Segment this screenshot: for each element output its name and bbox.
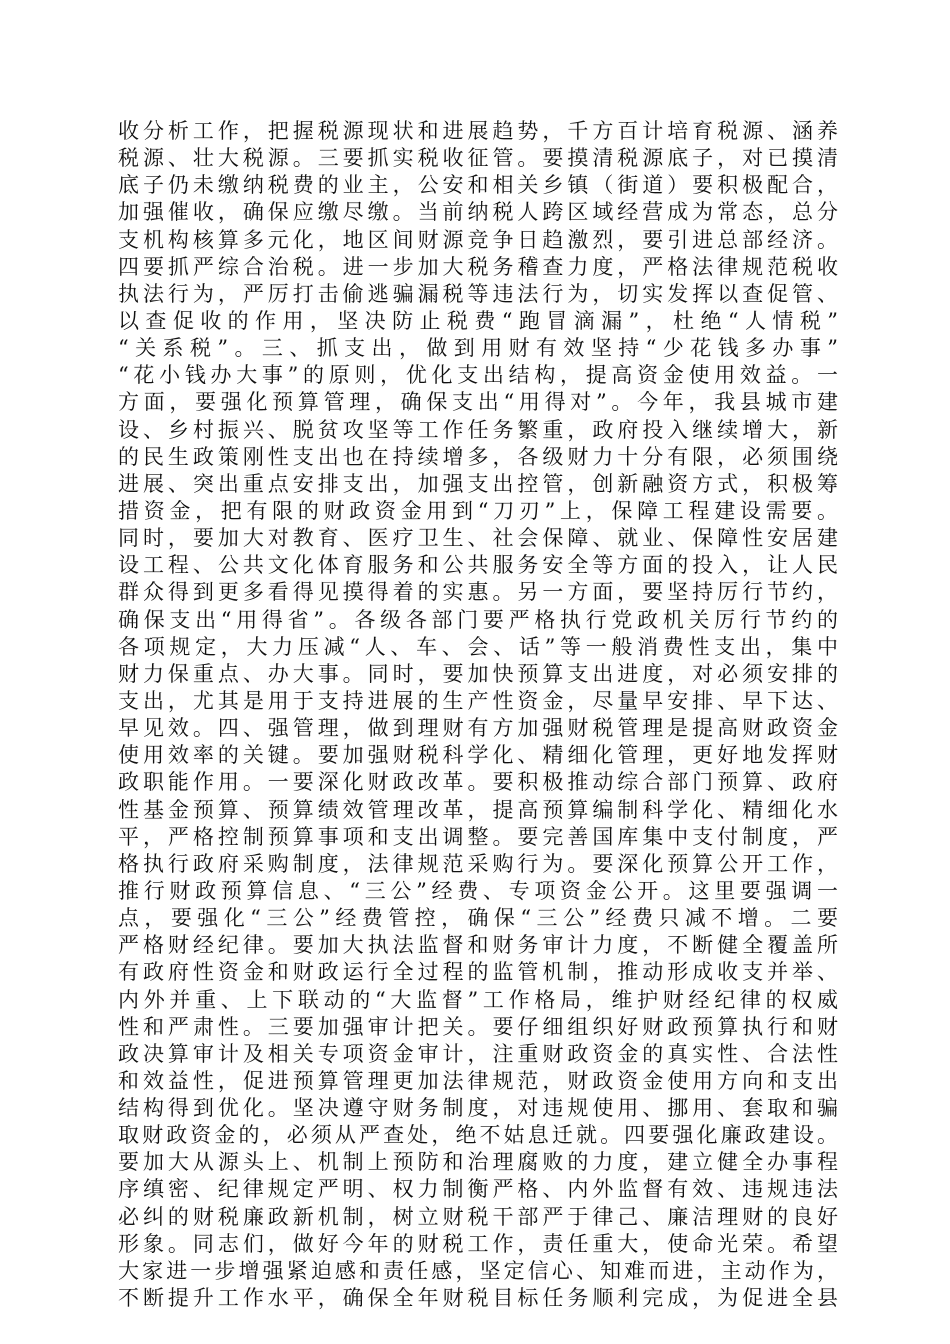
text-line: 确保支出“用得省”。各级各部门要严格执行党政机关厉行节约的 bbox=[118, 607, 838, 632]
text-line: 同时，要加大对教育、医疗卫生、社会保障、就业、保障性安居建 bbox=[118, 526, 838, 551]
text-line: 底子仍未缴纳税费的业主，公安和相关乡镇（街道）要积极配合， bbox=[118, 173, 838, 198]
text-line: 支出，尤其是用于支持进展的生产性资金，尽量早安排、早下达、 bbox=[118, 688, 838, 713]
text-line: 早见效。四、强管理，做到理财有方加强财税管理是提高财政资金 bbox=[118, 716, 838, 741]
text-line: 形象。同志们，做好今年的财税工作，责任重大，使命光荣。希望 bbox=[118, 1231, 838, 1256]
text-line: 和效益性，促进预算管理更加法律规范，财政资金使用方向和支出 bbox=[118, 1068, 838, 1093]
text-line: 结构得到优化。坚决遵守财务制度，对违规使用、挪用、套取和骗 bbox=[118, 1096, 838, 1121]
text-line: 以查促收的作用，坚决防止税费“跑冒滴漏”，杜绝“人情税” bbox=[118, 308, 838, 333]
text-line: 措资金，把有限的财政资金用到“刀刃”上，保障工程建设需要。 bbox=[118, 498, 838, 523]
text-line: 各项规定，大力压减“人、车、会、话”等一般消费性支出，集中 bbox=[118, 634, 838, 659]
text-line: 支机构核算多元化，地区间财源竞争日趋激烈，要引进总部经济。 bbox=[118, 227, 838, 252]
text-line: “花小钱办大事”的原则，优化支出结构，提高资金使用效益。一 bbox=[118, 363, 838, 388]
text-line: 性基金预算、预算绩效管理改革，提高预算编制科学化、精细化水 bbox=[118, 797, 838, 822]
text-line: 政决算审计及相关专项资金审计，注重财政资金的真实性、合法性 bbox=[118, 1041, 838, 1066]
text-line: 群众得到更多看得见摸得着的实惠。另一方面，要坚持厉行节约， bbox=[118, 580, 838, 605]
text-line: 四要抓严综合治税。进一步加大税务稽查力度，严格法律规范税收 bbox=[118, 254, 838, 279]
text-line: 推行财政预算信息、“三公”经费、专项资金公开。这里要强调一 bbox=[118, 878, 838, 903]
text-line: 方面，要强化预算管理，确保支出“用得对”。今年，我县城市建 bbox=[118, 390, 838, 415]
text-line: “关系税”。三、抓支出，做到用财有效坚持“少花钱多办事” bbox=[118, 336, 838, 361]
text-line: 的民生政策刚性支出也在持续增多，各级财力十分有限，必须围绕 bbox=[118, 444, 838, 469]
text-line: 政职能作用。一要深化财政改革。要积极推动综合部门预算、政府 bbox=[118, 770, 838, 795]
text-line: 税源、壮大税源。三要抓实税收征管。要摸清税源底子，对已摸清 bbox=[118, 146, 838, 171]
text-line: 收分析工作，把握税源现状和进展趋势，千方百计培育税源、涵养 bbox=[118, 119, 838, 143]
text-line: 使用效率的关键。要加强财税科学化、精细化管理，更好地发挥财 bbox=[118, 743, 838, 768]
text-line: 不断提升工作水平，确保全年财税目标任务顺利完成，为促进全县 bbox=[118, 1286, 838, 1311]
body-text bbox=[118, 118, 838, 1312]
text-line: 执法行为，严厉打击偷逃骗漏税等违法行为，切实发挥以查促管、 bbox=[118, 281, 838, 306]
text-line: 取财政资金的，必须从严查处，绝不姑息迁就。四要强化廉政建设。 bbox=[118, 1123, 838, 1148]
text-line: 内外并重、上下联动的“大监督”工作格局，维护财经纪律的权威 bbox=[118, 987, 838, 1012]
text-line: 设工程、公共文化体育服务和公共服务安全等方面的投入，让人民 bbox=[118, 553, 838, 578]
text-line: 设、乡村振兴、脱贫攻坚等工作任务繁重，政府投入继续增大，新 bbox=[118, 417, 838, 442]
text-line: 点，要强化“三公”经费管控，确保“三公”经费只减不增。二要 bbox=[118, 906, 838, 931]
text-line: 进展、突出重点安排支出，加强支出控管，创新融资方式，积极筹 bbox=[118, 471, 838, 496]
text-line: 格执行政府采购制度，法律规范采购行为。要深化预算公开工作， bbox=[118, 851, 838, 876]
text-line: 必纠的财税廉政新机制，树立财税干部严于律己、廉洁理财的良好 bbox=[118, 1204, 838, 1229]
text-line: 加强催收，确保应缴尽缴。当前纳税人跨区域经营成为常态，总分 bbox=[118, 200, 838, 225]
text-line: 要加大从源头上、机制上预防和治理腐败的力度，建立健全办事程 bbox=[118, 1150, 838, 1175]
text-line: 序缜密、纪律规定严明、权力制衡严格、内外监督有效、违规违法 bbox=[118, 1177, 838, 1202]
text-line: 性和严肃性。三要加强审计把关。要仔细组织好财政预算执行和财 bbox=[118, 1014, 838, 1039]
text-line: 大家进一步增强紧迫感和责任感，坚定信心、知难而进，主动作为， bbox=[118, 1258, 838, 1283]
text-line: 有政府性资金和财政运行全过程的监管机制，推动形成收支并举、 bbox=[118, 960, 838, 985]
text-line: 财力保重点、办大事。同时，要加快预算支出进度，对必须安排的 bbox=[118, 661, 838, 686]
text-line: 严格财经纪律。要加大执法监督和财务审计力度，不断健全覆盖所 bbox=[118, 933, 838, 958]
text-line: 平，严格控制预算事项和支出调整。要完善国库集中支付制度，严 bbox=[118, 824, 838, 849]
